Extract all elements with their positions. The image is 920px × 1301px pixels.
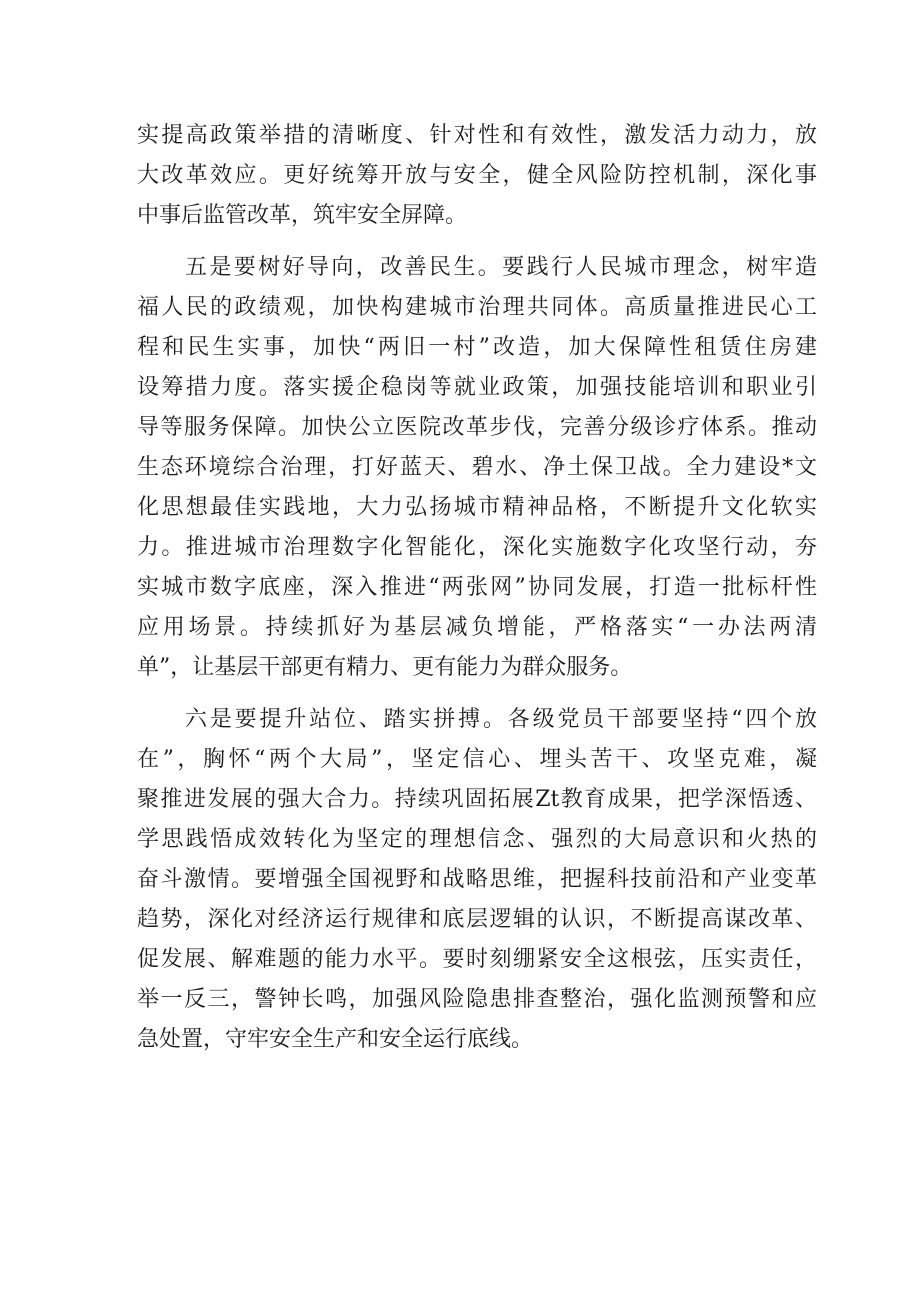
paragraph-2-line-2: 福人民的政绩观，加快构建城市治理共同体。高质量推进民心工 xyxy=(137,295,817,320)
paragraph-2-line-7: 化思想最佳实践地，大力弘扬城市精神品格，不断提升文化软实 xyxy=(137,495,817,520)
paragraph-2-line-8: 力。推进城市治理数字化智能化，深化实施数字化攻坚行动，夯 xyxy=(137,535,817,560)
paragraph-1-line-2: 大改革效应。更好统筹开放与安全，健全风险防控机制，深化事 xyxy=(137,163,817,188)
paragraph-2-line-5: 导等服务保障。加快公立医院改革步伐，完善分级诊疗体系。推动 xyxy=(137,415,817,440)
paragraph-2-line-1: 五是要树好导向，改善民生。要践行人民城市理念，树牢造 xyxy=(185,255,817,280)
paragraph-2-line-11: 单”，让基层干部更有精力、更有能力为群众服务。 xyxy=(137,655,633,680)
paragraph-3-line-3: 聚推进发展的强大合力。持续巩固拓展Zt教育成果，把学深悟透、 xyxy=(137,787,817,812)
paragraph-2-line-6: 生态环境综合治理，打好蓝天、碧水、净土保卫战。全力建设*文 xyxy=(137,455,817,480)
paragraph-1-line-3: 中事后监管改革，筑牢安全屏障。 xyxy=(137,203,468,228)
paragraph-2-line-9: 实城市数字底座，深入推进“两张网”协同发展，打造一批标杆性 xyxy=(137,575,817,600)
paragraph-3-line-1: 六是要提升站位、踏实拼搏。各级党员干部要坚持“四个放 xyxy=(185,707,817,732)
paragraph-2-line-4: 设筹措力度。落实援企稳岗等就业政策，加强技能培训和职业引 xyxy=(137,375,817,400)
paragraph-3-line-2: 在”，胸怀“两个大局”，坚定信心、埋头苦干、攻坚克难，凝 xyxy=(137,747,817,772)
paragraph-2-line-3: 程和民生实事，加快“两旧一村”改造，加大保障性租赁住房建 xyxy=(137,335,817,360)
paragraph-3-line-6: 趋势，深化对经济运行规律和底层逻辑的认识，不断提高谋改革、 xyxy=(137,907,817,932)
paragraph-3-line-9: 急处置，守牢安全生产和安全运行底线。 xyxy=(137,1027,534,1052)
paragraph-3-line-8: 举一反三，警钟长鸣，加强风险隐患排查整治，强化监测预警和应 xyxy=(137,987,817,1012)
paragraph-2-line-10: 应用场景。持续抓好为基层减负增能，严格落实“一办法两清 xyxy=(137,615,817,640)
paragraph-3-line-5: 奋斗激情。要增强全国视野和战略思维，把握科技前沿和产业变革 xyxy=(137,867,817,892)
paragraph-3-line-4: 学思践悟成效转化为坚定的理想信念、强烈的大局意识和火热的 xyxy=(137,827,817,852)
paragraph-3-line-7: 促发展、解难题的能力水平。要时刻绷紧安全这根弦，压实责任， xyxy=(137,947,817,972)
paragraph-1-line-1: 实提高政策举措的清晰度、针对性和有效性，激发活力动力，放 xyxy=(137,123,817,148)
